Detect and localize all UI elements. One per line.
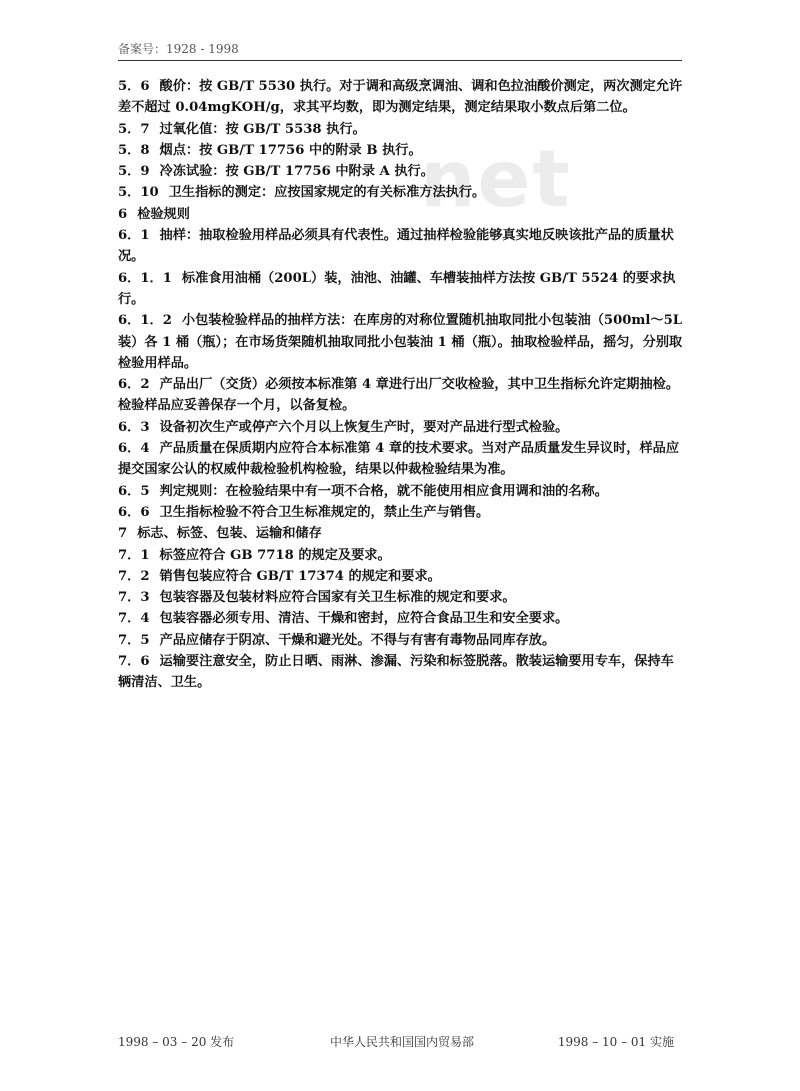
clause-number: 5．8 (118, 142, 150, 158)
clause-text: 包装容器必须专用、清洁、干燥和密封，应符合食品卫生和安全要求。 (159, 611, 569, 627)
clause-text: 小包装检验样品的抽样方法：在库房的对称位置随机抽取同批小包装油（500ml～5L 装）各 1 桶（瓶）；在市场货架随机抽取同批小包装油 1 桶（瓶）。抽取检验样品，摇匀，分别取检验用样品。 (118, 313, 683, 371)
clause-text: 标志、标签、包装、运输和储存 (137, 526, 322, 542)
clause-number: 7．2 (118, 568, 150, 584)
clause-paragraph (118, 374, 684, 417)
clause-paragraph (118, 182, 684, 203)
clause-text: 卫生指标检验不符合卫生标准规定的，禁止生产与销售。 (159, 504, 490, 520)
record-number: 备案号：1928 - 1998 (118, 42, 239, 56)
clause-number: 6．4 (118, 441, 150, 457)
clause-text: 标准食用油桶（200L）装，油池、油罐、车槽装抽样方法按 GB/T 5524 的要求执行。 (118, 270, 676, 307)
clause-text: 产品应储存于阴凉、干燥和避光处。不得与有害有毒物品同库存放。 (159, 632, 556, 648)
clause-paragraph (118, 204, 684, 225)
clause-paragraph (118, 310, 684, 374)
clause-text: 设备初次生产或停产六个月以上恢复生产时，要对产品进行型式检验。 (159, 419, 569, 435)
clause-text: 判定规则：在检验结果中有一项不合格，就不能使用相应食用调和油的名称。 (159, 483, 608, 499)
clause-number: 5．7 (118, 121, 150, 137)
clause-text: 抽样：抽取检验用样品必须具有代表性。通过抽样检验能够真实地反映该批产品的质量状况。 (118, 228, 674, 265)
clause-paragraph (118, 630, 684, 651)
clause-text: 检验规则 (137, 206, 190, 222)
clause-text: 酸价：按 GB/T 5530 执行。对于调和高级烹调油、调和色拉油酸价测定，两次测定允许差不超过 0.04mgKOH/g，求其平均数，即为测定结果，测定结果取小数点后第二位。 (118, 79, 683, 116)
clause-number: 7 (118, 526, 128, 542)
clause-paragraph (118, 417, 684, 438)
clause-paragraph (118, 566, 684, 587)
clause-text: 标签应符合 GB 7718 的规定及要求。 (159, 547, 391, 563)
clause-paragraph (118, 438, 684, 481)
clause-number: 6．5 (118, 483, 150, 499)
clause-number: 6．1．1 (118, 270, 172, 286)
clause-number: 7．4 (118, 611, 150, 627)
clause-text: 销售包装应符合 GB/T 17374 的规定和要求。 (159, 568, 441, 584)
clause-paragraph (118, 161, 684, 182)
clause-text: 过氧化值：按 GB/T 5538 执行。 (159, 121, 366, 137)
clause-paragraph (118, 119, 684, 140)
clause-paragraph (118, 523, 684, 544)
clause-paragraph (118, 651, 684, 694)
clause-paragraph (118, 76, 684, 119)
clause-number: 5．10 (118, 185, 159, 201)
clause-paragraph (118, 608, 684, 629)
clause-text: 运输要注意安全，防止日晒、雨淋、渗漏、污染和标签脱落。散装运输要用专车，保持车辆清洁、卫生。 (118, 654, 674, 691)
clause-text: 烟点：按 GB/T 17756 中的附录 B 执行。 (159, 142, 422, 158)
clause-text: 卫生指标的测定：应按国家规定的有关标准方法执行。 (168, 185, 486, 201)
clause-number: 6．1 (118, 228, 150, 244)
clause-paragraph (118, 587, 684, 608)
clause-text: 产品出厂（交货）必须按本标准第 4 章进行出厂交收检验，其中卫生指标允许定期抽检。检验样品应妥善保存一个月，以备复检。 (118, 377, 680, 414)
clause-number: 6．3 (118, 419, 150, 435)
clause-text: 包装容器及包装材料应符合国家有关卫生标准的规定和要求。 (159, 590, 516, 606)
clause-number: 6．1．2 (118, 313, 172, 329)
clause-paragraph (118, 481, 684, 502)
header-divider (118, 60, 682, 61)
clause-paragraph (118, 502, 684, 523)
clause-number: 6 (118, 206, 128, 222)
clause-number: 6．6 (118, 504, 150, 520)
clause-text: 产品质量在保质期内应符合本标准第 4 章的技术要求。当对产品质量发生异议时，样品应提交国家公认的权威仲裁检验机构检验，结果以仲裁检验结果为准。 (118, 441, 680, 478)
clause-text: 冷冻试验：按 GB/T 17756 中附录 A 执行。 (159, 164, 434, 180)
clause-number: 7．3 (118, 590, 150, 606)
clause-number: 6．2 (118, 377, 150, 393)
clause-number: 5．6 (118, 79, 150, 94)
effective-date: 1998 – 10 – 01 实施 (557, 1035, 674, 1049)
issuing-authority: 中华人民共和国国内贸易部 (330, 1035, 475, 1049)
clause-paragraph (118, 225, 684, 268)
clause-paragraph (118, 140, 684, 161)
issue-date: 1998 – 03 – 20 发布 (118, 1035, 235, 1049)
clause-paragraph (118, 545, 684, 566)
document-body (118, 76, 684, 694)
clause-number: 7．1 (118, 547, 150, 563)
clause-paragraph (118, 268, 684, 311)
clause-number: 5．9 (118, 164, 150, 180)
clause-number: 7．6 (118, 654, 150, 670)
watermark: net (420, 135, 572, 225)
clause-number: 7．5 (118, 632, 150, 648)
